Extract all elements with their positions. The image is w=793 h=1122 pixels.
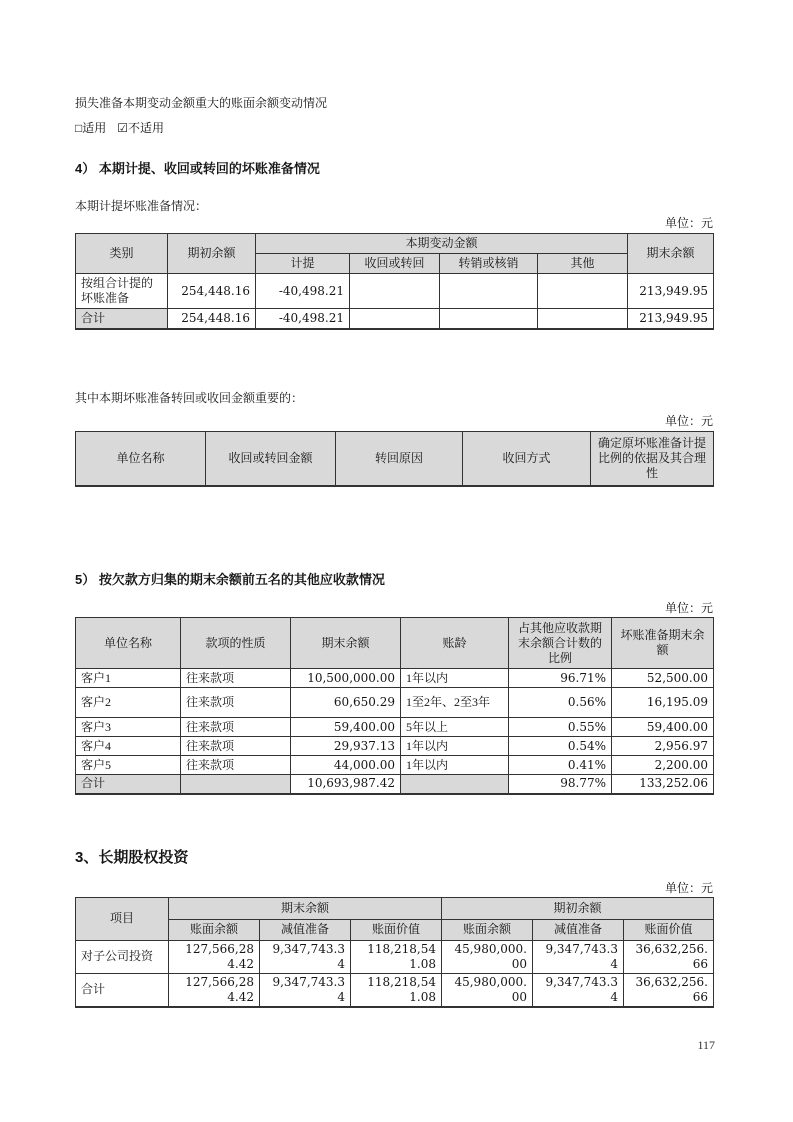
total-label-cell: 合计 [76,309,168,329]
data-cell: 客户1 [76,669,181,688]
header-cell-unit-name: 单位名称 [76,431,206,486]
data-cell: 0.56% [509,688,612,718]
data-cell: 10,500,000.00 [291,669,401,688]
table-row [76,688,714,718]
data-cell [350,309,440,329]
data-cell: 往来款项 [181,688,291,718]
data-cell: 1年以内 [401,737,509,756]
header-cell-book-value: 账面价值 [351,919,442,940]
total-row [76,775,714,794]
data-cell: 1年以内 [401,756,509,775]
data-cell: 2,200.00 [612,756,714,775]
header-cell-basis: 确定原坏账准备计提比例的依据及其合理性 [591,431,714,486]
unit-label-4: 单位：元 [664,880,713,895]
data-cell: 9,347,743.34 [533,940,624,973]
data-cell: 9,347,743.34 [533,973,624,1007]
data-cell: 133,252.06 [612,775,714,794]
header-cell-item: 项目 [76,897,169,940]
data-cell [538,309,628,329]
data-cell: 213,949.95 [628,274,714,309]
header-cell-change: 本期变动金额 [256,234,628,254]
table-row [76,718,714,737]
not-applicable-option: ☑不适用 [117,121,165,135]
data-cell: 96.71% [509,669,612,688]
data-cell: 127,566,284.42 [169,973,260,1007]
data-cell [350,274,440,309]
table-row [76,940,714,973]
header-cell-unit-name: 单位名称 [76,618,181,669]
header-cell-opening-group: 期初余额 [442,897,714,919]
data-cell: 往来款项 [181,669,291,688]
header-cell-reverse-reason: 转回原因 [336,431,463,486]
top5-receivables-table [75,617,714,795]
data-cell: 2,956.97 [612,737,714,756]
header-cell-bad-debt: 坏账准备期末余额 [612,618,714,669]
equity-investment-table [75,897,714,1008]
header-cell-proportion: 占其他应收款期末余额合计数的比例 [509,618,612,669]
data-cell [440,309,538,329]
data-cell: -40,498.21 [256,274,350,309]
data-cell: 客户5 [76,756,181,775]
header-cell-nature: 款项的性质 [181,618,291,669]
applicable-option: □适用 [75,121,107,135]
data-cell: 59,400.00 [291,718,401,737]
header-cell-book-balance: 账面余额 [169,919,260,940]
data-cell [440,274,538,309]
unit-label-3: 单位：元 [664,601,713,615]
data-cell: 36,632,256.66 [624,940,714,973]
table-row [76,756,714,775]
total-row [76,309,714,329]
header-cell-book-balance: 账面余额 [442,919,533,940]
applicability-options [75,120,713,136]
header-cell-impairment: 减值准备 [260,919,351,940]
header-cell-recover-amount: 收回或转回金额 [206,431,336,486]
data-cell: 按组合计提的坏账准备 [76,274,168,309]
data-cell: 0.54% [509,737,612,756]
header-row [76,618,714,669]
table-row [76,737,714,756]
section-4-heading: 4） 本期计提、收回或转回的坏账准备情况 [75,161,320,176]
reversal-table [75,431,714,488]
header-cell-other: 其他 [538,254,628,274]
data-cell: 98.77% [509,775,612,794]
header-row [76,897,714,919]
data-cell [401,775,509,794]
unit-label-1: 单位：元 [664,216,713,230]
data-cell: 10,693,987.42 [291,775,401,794]
data-cell: 9,347,743.34 [260,940,351,973]
data-cell: 29,937.13 [291,737,401,756]
provision-change-table [75,233,714,330]
total-label-cell: 合计 [76,973,169,1007]
data-cell: 0.41% [509,756,612,775]
header-cell-impairment: 减值准备 [533,919,624,940]
data-cell: 往来款项 [181,756,291,775]
data-cell: 44,000.00 [291,756,401,775]
data-cell: -40,498.21 [256,309,350,329]
data-cell: 213,949.95 [628,309,714,329]
header-cell-recover-method: 收回方式 [463,431,591,486]
data-cell: 往来款项 [181,718,291,737]
data-cell: 1年以内 [401,669,509,688]
header-row [76,234,714,254]
data-cell: 5年以上 [401,718,509,737]
data-cell: 254,448.16 [168,309,256,329]
unit-label-2: 单位：元 [664,413,713,428]
data-cell: 45,980,000.00 [442,973,533,1007]
data-cell: 59,400.00 [612,718,714,737]
header-row [76,919,714,940]
data-cell [538,274,628,309]
data-cell: 60,650.29 [291,688,401,718]
data-cell: 127,566,284.42 [169,940,260,973]
data-cell: 9,347,743.34 [260,973,351,1007]
page-number: 117 [697,1038,715,1052]
data-cell: 0.55% [509,718,612,737]
data-cell: 客户3 [76,718,181,737]
section-3-heading: 3、长期股权投资 [75,848,189,866]
data-cell: 52,500.00 [612,669,714,688]
loss-provision-note: 损失准备本期变动金额重大的账面余额变动情况 [75,96,328,110]
header-cell-aging: 账龄 [401,618,509,669]
header-cell-closing-group: 期末余额 [169,897,442,919]
reversal-note: 其中本期坏账准备转回或收回金额重要的： [75,390,304,405]
data-cell: 对子公司投资 [76,940,169,973]
provision-subheading: 本期计提坏账准备情况： [75,199,208,213]
data-cell: 45,980,000.00 [442,940,533,973]
data-cell: 1至2年、2至3年 [401,688,509,718]
data-cell: 118,218,541.08 [351,973,442,1007]
header-row [76,431,714,486]
data-cell: 118,218,541.08 [351,940,442,973]
header-cell-category: 类别 [76,234,168,274]
section-5-heading: 5） 按欠款方归集的期末余额前五名的其他应收款情况 [75,572,385,587]
data-cell [181,775,291,794]
header-cell-closing: 期末余额 [628,234,714,274]
data-cell: 往来款项 [181,737,291,756]
data-cell: 客户2 [76,688,181,718]
data-cell: 254,448.16 [168,274,256,309]
header-cell-book-value: 账面价值 [624,919,714,940]
data-cell: 客户4 [76,737,181,756]
total-row [76,973,714,1007]
header-cell-recover: 收回或转回 [350,254,440,274]
total-label-cell: 合计 [76,775,181,794]
table-row [76,274,714,309]
data-cell: 36,632,256.66 [624,973,714,1007]
header-cell-accrual: 计提 [256,254,350,274]
table-row [76,669,714,688]
header-cell-opening: 期初余额 [168,234,256,274]
data-cell: 16,195.09 [612,688,714,718]
header-cell-closing-balance: 期末余额 [291,618,401,669]
header-cell-writeoff: 转销或核销 [440,254,538,274]
